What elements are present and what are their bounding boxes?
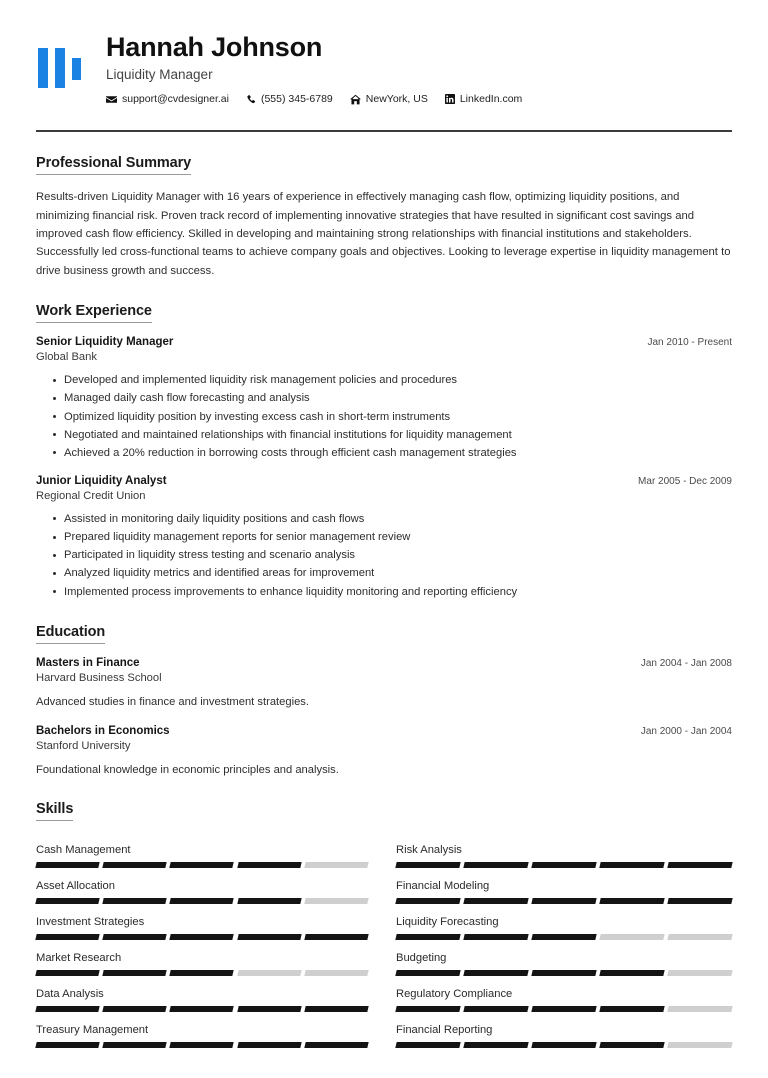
skill-level-segment (35, 898, 100, 904)
skills-grid (36, 832, 732, 1048)
section-professional-summary (36, 154, 732, 280)
skill-level-segment (531, 970, 596, 976)
skill-level-segment (35, 1042, 100, 1048)
education-school: Stanford University (36, 739, 131, 752)
brand-logo-icon (38, 48, 84, 96)
work-bullet: Developed and implemented liquidity risk management policies and procedures (53, 371, 732, 389)
skill-level-bar (396, 898, 732, 904)
section-skills (36, 800, 732, 1048)
skill-level-segment (667, 1006, 732, 1012)
skill-level-segment (531, 898, 596, 904)
skill-level-segment (463, 970, 528, 976)
candidate-job-title: Liquidity Manager (106, 67, 213, 83)
skill-level-segment (237, 898, 302, 904)
skill-level-segment (170, 934, 235, 940)
contact-email-text: support@cvdesigner.ai (122, 93, 229, 106)
skill-item (36, 832, 368, 868)
skill-level-bar (396, 862, 732, 868)
work-bullet-list (36, 510, 732, 601)
skill-level-segment (170, 1006, 235, 1012)
education-date-range: Jan 2000 - Jan 2004 (640, 725, 732, 737)
work-bullet: Participated in liquidity stress testing and scenario analysis (53, 546, 732, 564)
skill-label: Data Analysis (36, 987, 104, 1000)
skill-level-segment (599, 898, 664, 904)
education-entries (36, 657, 732, 780)
skill-label: Investment Strategies (36, 915, 145, 928)
skill-level-segment (304, 1006, 369, 1012)
skill-level-segment (531, 934, 596, 940)
envelope-icon (106, 94, 117, 105)
skill-level-segment (35, 934, 100, 940)
header-divider (36, 130, 732, 132)
work-bullet: Assisted in monitoring daily liquidity positions and cash flows (53, 510, 732, 528)
work-date-range: Mar 2005 - Dec 2009 (638, 475, 732, 487)
work-bullet-list (36, 371, 732, 462)
work-company: Global Bank (36, 351, 97, 364)
skill-level-segment (237, 970, 302, 976)
skill-level-segment (103, 898, 168, 904)
skill-item (396, 832, 732, 868)
home-icon (350, 94, 361, 105)
work-bullet: Achieved a 20% reduction in borrowing costs through efficient cash management strategies (53, 444, 732, 462)
work-bullet: Analyzed liquidity metrics and identified areas for improvement (53, 564, 732, 582)
skill-level-bar (36, 1006, 368, 1012)
summary-text: Results-driven Liquidity Manager with 16 years of experience in effectively managing cash flow, optimizing liquidity positions, and minimizing financial risk. Proven track record of implementing innovative strategies that have resulted in significant cost savings and improved cash flow efficiency. Skilled in developing and maintaining strong relationships with financial institutions and stakeholders. Successfully led cross-functional teams to achieve company goals and objectives. Looking to leverage expertise in liquidity management to drive business growth and success. (36, 191, 731, 277)
work-bullet: Negotiated and maintained relationships with financial institutions for liquidity management (53, 426, 732, 444)
skill-level-bar (396, 1042, 732, 1048)
skill-level-segment (463, 898, 528, 904)
work-entries (36, 336, 732, 600)
skill-level-segment (599, 970, 664, 976)
work-job-title: Junior Liquidity Analyst (36, 474, 167, 487)
skill-level-segment (35, 1006, 100, 1012)
section-title-skills: Skills (36, 801, 73, 821)
section-title-work: Work Experience (36, 303, 152, 323)
work-entry (36, 475, 732, 601)
skill-level-segment (170, 898, 235, 904)
skill-level-segment (599, 1042, 664, 1048)
skill-level-segment (103, 970, 168, 976)
contact-item-email[interactable] (106, 93, 229, 105)
logo-bar-2 (55, 48, 65, 88)
skill-level-segment (395, 898, 460, 904)
skill-label: Cash Management (36, 843, 131, 856)
skill-level-bar (36, 862, 368, 868)
section-title-summary: Professional Summary (36, 155, 191, 175)
skill-level-segment (463, 1042, 528, 1048)
skill-level-segment (237, 1042, 302, 1048)
work-date-range: Jan 2010 - Present (647, 337, 732, 349)
work-company: Regional Credit Union (36, 489, 146, 502)
skill-level-bar (36, 898, 368, 904)
education-degree: Masters in Finance (36, 656, 140, 669)
skill-level-bar (36, 970, 368, 976)
contact-linkedin-text: LinkedIn.com (459, 93, 523, 106)
skill-level-bar (396, 970, 732, 976)
skill-level-segment (304, 970, 369, 976)
skill-item (396, 904, 732, 940)
skill-label: Market Research (36, 951, 122, 964)
skill-item (36, 904, 368, 940)
skill-level-segment (395, 970, 460, 976)
skill-level-segment (35, 862, 100, 868)
skill-label: Regulatory Compliance (396, 987, 513, 1000)
skill-item (396, 1012, 732, 1048)
education-degree: Bachelors in Economics (36, 724, 170, 737)
skill-item (36, 976, 368, 1012)
education-school: Harvard Business School (36, 671, 162, 684)
skill-level-segment (237, 934, 302, 940)
skill-level-segment (103, 1006, 168, 1012)
education-description: Advanced studies in finance and investment strategies. (36, 695, 310, 708)
skill-label: Budgeting (396, 951, 447, 964)
work-bullet: Managed daily cash flow forecasting and analysis (53, 389, 732, 407)
skill-level-bar (396, 1006, 732, 1012)
skill-level-segment (667, 1042, 732, 1048)
phone-icon (246, 94, 256, 105)
skill-label: Financial Modeling (396, 879, 490, 892)
skill-label: Financial Reporting (396, 1023, 493, 1036)
logo-bar-3 (72, 58, 81, 80)
skill-level-segment (667, 898, 732, 904)
skill-level-segment (395, 862, 460, 868)
section-education (36, 623, 732, 780)
skill-item (396, 940, 732, 976)
linkedin-icon (445, 94, 455, 104)
skill-level-segment (304, 1042, 369, 1048)
skill-level-segment (599, 862, 664, 868)
skill-level-segment (170, 970, 235, 976)
work-job-title: Senior Liquidity Manager (36, 336, 174, 349)
skill-item (36, 1012, 368, 1048)
skill-level-segment (35, 970, 100, 976)
section-work-experience (36, 302, 732, 600)
skill-item (396, 976, 732, 1012)
skill-level-segment (304, 934, 369, 940)
skill-level-segment (103, 862, 168, 868)
header-text-block (84, 32, 732, 105)
skill-level-segment (531, 1006, 596, 1012)
skill-level-segment (170, 1042, 235, 1048)
skill-item (36, 868, 368, 904)
skill-level-segment (599, 1006, 664, 1012)
skill-label: Treasury Management (36, 1023, 149, 1036)
skill-level-segment (237, 862, 302, 868)
contact-info-row (106, 93, 732, 105)
skill-level-segment (531, 1042, 596, 1048)
skill-level-segment (304, 862, 369, 868)
section-title-education: Education (36, 624, 105, 644)
skill-level-segment (667, 862, 732, 868)
contact-location-text: NewYork, US (365, 93, 428, 106)
skill-level-segment (463, 862, 528, 868)
resume-header (36, 0, 732, 105)
skill-level-bar (36, 1042, 368, 1048)
contact-phone-text: (555) 345-6789 (260, 93, 333, 106)
skill-level-bar (36, 934, 368, 940)
skill-level-segment (170, 862, 235, 868)
skill-label: Asset Allocation (36, 879, 115, 892)
skill-item (396, 868, 732, 904)
work-bullet: Implemented process improvements to enhance liquidity monitoring and reporting efficiency (53, 583, 732, 601)
skill-level-segment (531, 862, 596, 868)
skill-level-segment (667, 934, 732, 940)
candidate-name: Hannah Johnson (106, 32, 323, 62)
contact-item-linkedin[interactable] (445, 93, 522, 105)
logo-bar-1 (38, 48, 48, 88)
skill-item (36, 940, 368, 976)
skill-level-segment (103, 934, 168, 940)
skill-level-segment (237, 1006, 302, 1012)
skill-level-segment (395, 1042, 460, 1048)
skill-label: Liquidity Forecasting (396, 915, 499, 928)
work-bullet: Optimized liquidity position by investing excess cash in short-term instruments (53, 408, 732, 426)
education-entry (36, 725, 732, 780)
skill-label: Risk Analysis (396, 843, 462, 856)
skill-level-bar (396, 934, 732, 940)
skill-level-segment (463, 1006, 528, 1012)
education-description: Foundational knowledge in economic principles and analysis. (36, 763, 339, 776)
skill-level-segment (599, 934, 664, 940)
skill-level-segment (103, 1042, 168, 1048)
contact-item-location[interactable] (350, 93, 428, 105)
skill-level-segment (463, 934, 528, 940)
skill-level-segment (304, 898, 369, 904)
contact-item-phone[interactable] (246, 93, 333, 105)
skill-level-segment (395, 934, 460, 940)
education-date-range: Jan 2004 - Jan 2008 (640, 657, 732, 669)
skill-level-segment (667, 970, 732, 976)
work-entry (36, 336, 732, 462)
work-bullet: Prepared liquidity management reports for senior management review (53, 528, 732, 546)
education-entry (36, 657, 732, 712)
skill-level-segment (395, 1006, 460, 1012)
